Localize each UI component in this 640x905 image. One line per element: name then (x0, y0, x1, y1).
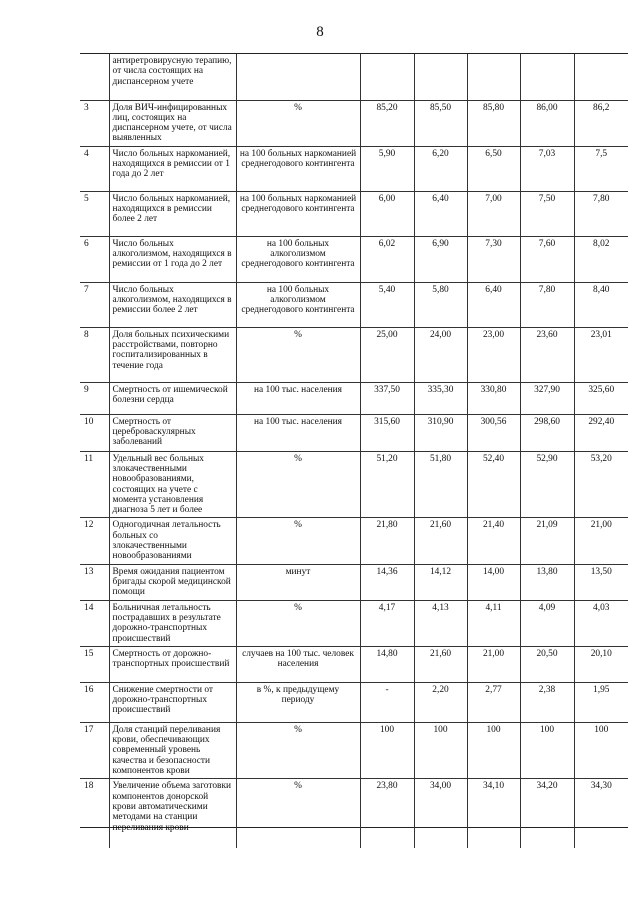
indicators-table (80, 54, 628, 848)
value-cell: 34,20 (520, 779, 574, 848)
indicator-name: Удельный вес больных злокачественными новообразованиями, состоящих на учете с момента установления диагноза 5 лет и более (109, 451, 236, 518)
indicator-name: Число больных наркоманией, находящихся в ремиссии от 1 года до 2 лет (109, 146, 236, 191)
table-row (80, 414, 628, 451)
value-cell: 21,60 (414, 518, 467, 564)
indicator-unit: % (236, 722, 360, 778)
row-number: 9 (80, 382, 109, 414)
indicator-name: Больничная летальность пострадавших в результате дорожно-транспортных происшествий (109, 600, 236, 646)
indicator-name: Доля больных психическими расстройствами, повторно госпитализированных в течение года (109, 327, 236, 382)
value-cell: 53,20 (574, 451, 628, 518)
table-row (80, 779, 628, 848)
indicator-name: Смертность от дорожно-транспортных происшествий (109, 646, 236, 682)
table-row (80, 282, 628, 327)
value-cell (574, 54, 628, 100)
value-cell: 7,5 (574, 146, 628, 191)
value-cell: 4,13 (414, 600, 467, 646)
page-number: 8 (316, 24, 324, 40)
row-number: 3 (80, 100, 109, 146)
value-cell: 6,00 (360, 191, 414, 236)
value-cell: 310,90 (414, 414, 467, 451)
value-cell: 4,11 (467, 600, 520, 646)
row-number: 17 (80, 722, 109, 778)
value-cell: 100 (574, 722, 628, 778)
row-number: 13 (80, 564, 109, 600)
row-number: 7 (80, 282, 109, 327)
value-cell: 14,12 (414, 564, 467, 600)
value-cell: 21,00 (467, 646, 520, 682)
value-cell: 6,02 (360, 236, 414, 282)
indicator-unit: % (236, 779, 360, 848)
value-cell: 325,60 (574, 382, 628, 414)
value-cell (360, 54, 414, 100)
value-cell: 20,10 (574, 646, 628, 682)
table-row (80, 722, 628, 778)
table-row (80, 327, 628, 382)
value-cell (520, 54, 574, 100)
indicator-name: Смертность от цереброваскулярных заболеваний (109, 414, 236, 451)
value-cell: 5,40 (360, 282, 414, 327)
value-cell: 100 (520, 722, 574, 778)
value-cell: 1,95 (574, 682, 628, 722)
row-number: 8 (80, 327, 109, 382)
value-cell: 6,20 (414, 146, 467, 191)
value-cell: 13,80 (520, 564, 574, 600)
indicator-name: Смертность от ишемической болезни сердца (109, 382, 236, 414)
indicator-unit: на 100 больных наркоманией среднегодового контингента (236, 191, 360, 236)
indicator-name: Доля ВИЧ-инфицированных лиц, состоящих на диспансерном учете, от числа выявленных (109, 100, 236, 146)
value-cell (414, 54, 467, 100)
indicator-unit: в %, к предыдущему периоду (236, 682, 360, 722)
table-row (80, 100, 628, 146)
value-cell: 21,40 (467, 518, 520, 564)
row-number: 11 (80, 451, 109, 518)
value-cell: 86,2 (574, 100, 628, 146)
value-cell: 34,30 (574, 779, 628, 848)
value-cell: 4,17 (360, 600, 414, 646)
table-row (80, 518, 628, 564)
row-number: 18 (80, 779, 109, 848)
indicator-name: Доля станций переливания крови, обеспечивающих современный уровень качества и безопасности компонентов крови (109, 722, 236, 778)
indicator-unit: случаев на 100 тыс. человек населения (236, 646, 360, 682)
row-number: 12 (80, 518, 109, 564)
indicator-name: Время ожидания пациентом бригады скорой медицинской помощи (109, 564, 236, 600)
value-cell: 21,60 (414, 646, 467, 682)
value-cell: 292,40 (574, 414, 628, 451)
value-cell: 52,90 (520, 451, 574, 518)
value-cell: 85,50 (414, 100, 467, 146)
value-cell: 7,50 (520, 191, 574, 236)
value-cell: 13,50 (574, 564, 628, 600)
indicator-unit: на 100 больных наркоманией среднегодового контингента (236, 146, 360, 191)
value-cell: 300,56 (467, 414, 520, 451)
table-row (80, 564, 628, 600)
indicator-unit (236, 54, 360, 100)
table-row (80, 191, 628, 236)
table-row (80, 54, 628, 100)
value-cell: 315,60 (360, 414, 414, 451)
row-number: 16 (80, 682, 109, 722)
value-cell: 7,80 (520, 282, 574, 327)
value-cell: 7,00 (467, 191, 520, 236)
value-cell: 5,80 (414, 282, 467, 327)
indicator-name: Число больных алкоголизмом, находящихся в ремиссии от 1 года до 2 лет (109, 236, 236, 282)
value-cell: - (360, 682, 414, 722)
value-cell: 2,77 (467, 682, 520, 722)
value-cell: 6,50 (467, 146, 520, 191)
value-cell: 85,20 (360, 100, 414, 146)
row-number: 15 (80, 646, 109, 682)
value-cell: 51,20 (360, 451, 414, 518)
table-row (80, 382, 628, 414)
value-cell: 4,03 (574, 600, 628, 646)
indicator-name: Увеличение объема заготовки компонентов донорской крови автоматическими методами на станции переливания крови (109, 779, 236, 848)
value-cell: 100 (414, 722, 467, 778)
value-cell: 298,60 (520, 414, 574, 451)
value-cell: 2,20 (414, 682, 467, 722)
indicator-name: антиретровирусную терапию, от числа состоящих на диспансерном учете (109, 54, 236, 100)
value-cell: 330,80 (467, 382, 520, 414)
table-row (80, 600, 628, 646)
indicator-name: Одногодичная летальность больных со злокачественными новообразованиями (109, 518, 236, 564)
indicator-name: Число больных алкоголизмом, находящихся в ремиссии более 2 лет (109, 282, 236, 327)
value-cell: 335,30 (414, 382, 467, 414)
value-cell: 85,80 (467, 100, 520, 146)
row-number (80, 54, 109, 100)
value-cell: 8,40 (574, 282, 628, 327)
table-row (80, 146, 628, 191)
indicator-unit: % (236, 451, 360, 518)
value-cell: 6,90 (414, 236, 467, 282)
indicator-unit: на 100 больных алкоголизмом среднегодового контингента (236, 236, 360, 282)
value-cell: 7,60 (520, 236, 574, 282)
indicator-unit: % (236, 600, 360, 646)
value-cell: 7,03 (520, 146, 574, 191)
table-row (80, 646, 628, 682)
value-cell: 21,09 (520, 518, 574, 564)
row-number: 10 (80, 414, 109, 451)
table-row (80, 236, 628, 282)
value-cell: 23,80 (360, 779, 414, 848)
row-number: 6 (80, 236, 109, 282)
row-number: 5 (80, 191, 109, 236)
indicator-unit: % (236, 518, 360, 564)
indicator-unit: на 100 тыс. населения (236, 382, 360, 414)
value-cell: 8,02 (574, 236, 628, 282)
value-cell: 86,00 (520, 100, 574, 146)
value-cell (467, 54, 520, 100)
value-cell: 21,00 (574, 518, 628, 564)
value-cell: 100 (360, 722, 414, 778)
value-cell: 7,80 (574, 191, 628, 236)
value-cell: 327,90 (520, 382, 574, 414)
value-cell: 14,36 (360, 564, 414, 600)
value-cell: 2,38 (520, 682, 574, 722)
value-cell: 100 (467, 722, 520, 778)
indicator-unit: на 100 тыс. населения (236, 414, 360, 451)
value-cell: 4,09 (520, 600, 574, 646)
value-cell: 7,30 (467, 236, 520, 282)
value-cell: 23,00 (467, 327, 520, 382)
value-cell: 25,00 (360, 327, 414, 382)
row-number: 14 (80, 600, 109, 646)
value-cell: 20,50 (520, 646, 574, 682)
value-cell: 24,00 (414, 327, 467, 382)
value-cell: 51,80 (414, 451, 467, 518)
value-cell: 23,01 (574, 327, 628, 382)
table-row (80, 682, 628, 722)
value-cell: 337,50 (360, 382, 414, 414)
indicator-unit: % (236, 100, 360, 146)
indicator-unit: на 100 больных алкоголизмом среднегодового контингента (236, 282, 360, 327)
value-cell: 5,90 (360, 146, 414, 191)
indicator-name: Снижение смертности от дорожно-транспортных происшествий (109, 682, 236, 722)
indicator-name: Число больных наркоманией, находящихся в ремиссии более 2 лет (109, 191, 236, 236)
value-cell: 6,40 (414, 191, 467, 236)
value-cell: 21,80 (360, 518, 414, 564)
value-cell: 14,00 (467, 564, 520, 600)
value-cell: 23,60 (520, 327, 574, 382)
table-row (80, 451, 628, 518)
indicator-unit: минут (236, 564, 360, 600)
value-cell: 52,40 (467, 451, 520, 518)
indicator-unit: % (236, 327, 360, 382)
indicators-table-wrap (80, 53, 628, 833)
value-cell: 6,40 (467, 282, 520, 327)
value-cell: 14,80 (360, 646, 414, 682)
value-cell: 34,00 (414, 779, 467, 848)
row-number: 4 (80, 146, 109, 191)
value-cell: 34,10 (467, 779, 520, 848)
